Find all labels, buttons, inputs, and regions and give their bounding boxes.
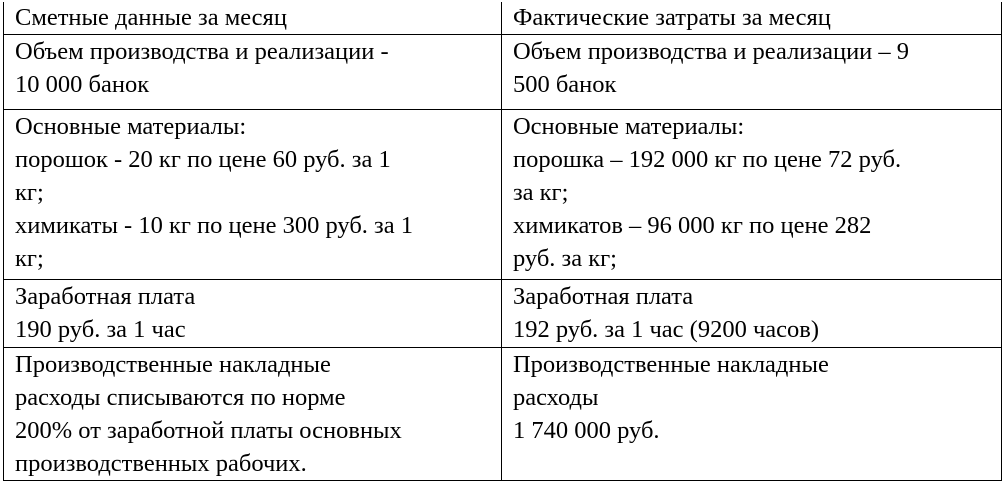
actual-wages-cell: Заработная плата 192 руб. за 1 час (9200 часов) [501,280,1001,348]
table-row [4,348,1002,481]
table-row [4,1,1002,35]
budget-volume-cell: Объем производства и реализации - 10 000 банок [4,35,502,110]
budget-wages-cell: Заработная плата 190 руб. за 1 час [4,280,502,348]
header-budget-cell: Сметные данные за месяц [4,1,502,35]
actual-materials-cell: Основные материалы: порошка – 192 000 кг по цене 72 руб. за кг; химикатов – 96 000 кг по цене 282 руб. за кг; [501,110,1001,280]
header-actual-cell: Фактические затраты за месяц [501,1,1001,35]
budget-overhead-cell: Производственные накладные расходы списываются по норме 200% от заработной платы основных производственных рабочих. [4,348,502,481]
budget-materials-cell: Основные материалы: порошок - 20 кг по цене 60 руб. за 1 кг; химикаты - 10 кг по цене 300 руб. за 1 кг; [4,110,502,280]
budget-vs-actual-table [3,0,1002,481]
table-row [4,110,1002,280]
table-row [4,35,1002,110]
table-row [4,280,1002,348]
actual-volume-cell: Объем производства и реализации – 9 500 банок [501,35,1001,110]
actual-overhead-cell: Производственные накладные расходы 1 740 000 руб. [501,348,1001,481]
page-top-edge [0,0,1007,2]
